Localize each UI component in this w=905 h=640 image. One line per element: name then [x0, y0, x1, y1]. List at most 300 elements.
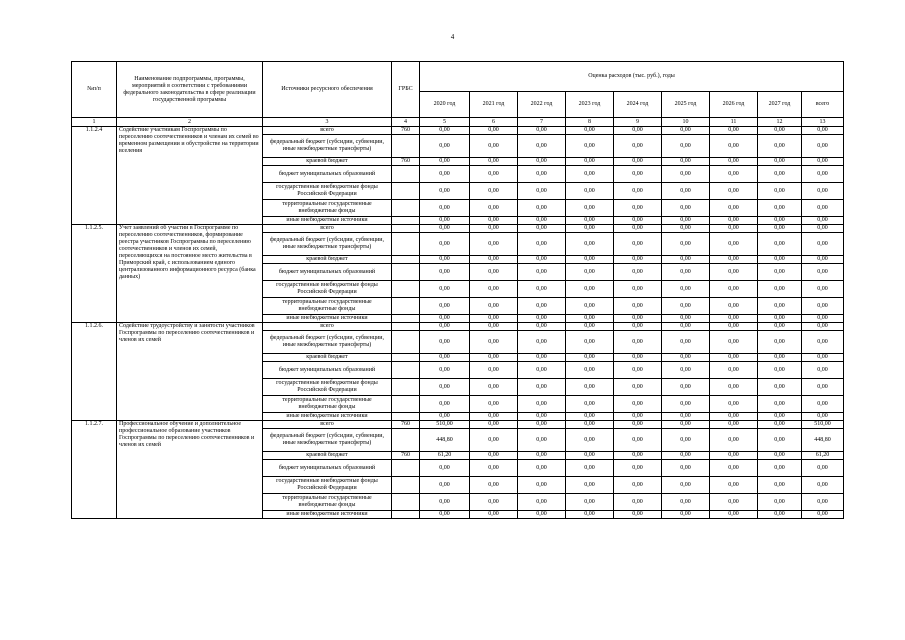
year-value: 0,00 [518, 135, 566, 158]
year-value: 510,00 [420, 421, 470, 429]
year-value: 0,00 [470, 315, 518, 323]
year-value: 0,00 [710, 429, 758, 452]
grbs-code [392, 183, 420, 200]
year-value: 0,00 [420, 233, 470, 256]
year-value: 0,00 [758, 379, 802, 396]
item-number: 1.1.2.5. [72, 225, 117, 323]
grbs-code [392, 256, 420, 264]
table-row [72, 127, 844, 135]
year-value: 0,00 [662, 477, 710, 494]
funding-source: краевой бюджет [263, 158, 392, 166]
total-value: 0,00 [802, 354, 844, 362]
year-value: 448,80 [420, 429, 470, 452]
year-value: 0,00 [566, 331, 614, 354]
year-value: 0,00 [470, 460, 518, 477]
item-number: 1.1.2.4 [72, 127, 117, 225]
year-value: 0,00 [420, 477, 470, 494]
year-value: 0,00 [614, 452, 662, 460]
year-value: 0,00 [566, 323, 614, 331]
year-value: 0,00 [662, 315, 710, 323]
year-value: 0,00 [420, 298, 470, 315]
grbs-code: 760 [392, 127, 420, 135]
year-value: 0,00 [420, 127, 470, 135]
column-number: 7 [518, 118, 566, 127]
year-value: 0,00 [662, 127, 710, 135]
year-value: 0,00 [662, 281, 710, 298]
year-value: 0,00 [566, 494, 614, 511]
year-value: 0,00 [518, 362, 566, 379]
year-value: 61,20 [420, 452, 470, 460]
year-value: 0,00 [710, 217, 758, 225]
year-value: 0,00 [758, 396, 802, 413]
year-value: 0,00 [470, 298, 518, 315]
year-value: 0,00 [518, 379, 566, 396]
year-value: 0,00 [614, 362, 662, 379]
grbs-code [392, 354, 420, 362]
year-value: 0,00 [518, 233, 566, 256]
total-value: 0,00 [802, 511, 844, 519]
year-value: 0,00 [518, 281, 566, 298]
year-value: 0,00 [566, 225, 614, 233]
header-year: 2024 год [614, 92, 662, 118]
year-value: 0,00 [420, 158, 470, 166]
year-value: 0,00 [710, 452, 758, 460]
year-value: 0,00 [614, 256, 662, 264]
year-value: 0,00 [518, 354, 566, 362]
year-value: 0,00 [566, 256, 614, 264]
year-value: 0,00 [758, 233, 802, 256]
year-value: 0,00 [614, 354, 662, 362]
year-value: 0,00 [420, 362, 470, 379]
total-value: 0,00 [802, 200, 844, 217]
year-value: 0,00 [420, 315, 470, 323]
year-value: 0,00 [662, 225, 710, 233]
total-value: 448,80 [802, 429, 844, 452]
year-value: 0,00 [662, 354, 710, 362]
year-value: 0,00 [470, 281, 518, 298]
grbs-code [392, 315, 420, 323]
year-value: 0,00 [758, 127, 802, 135]
table-row [72, 323, 844, 331]
year-value: 0,00 [420, 256, 470, 264]
year-value: 0,00 [710, 494, 758, 511]
year-value: 0,00 [758, 315, 802, 323]
funding-source: всего [263, 127, 392, 135]
year-value: 0,00 [710, 281, 758, 298]
year-value: 0,00 [566, 127, 614, 135]
header-year: всего [802, 92, 844, 118]
year-value: 0,00 [710, 166, 758, 183]
year-value: 0,00 [566, 183, 614, 200]
grbs-code: 760 [392, 158, 420, 166]
grbs-code [392, 379, 420, 396]
funding-source: территориальные государственные внебюджетные фонды [263, 396, 392, 413]
year-value: 0,00 [518, 127, 566, 135]
year-value: 0,00 [566, 281, 614, 298]
grbs-code [392, 200, 420, 217]
year-value: 0,00 [662, 331, 710, 354]
year-value: 0,00 [758, 429, 802, 452]
year-value: 0,00 [566, 477, 614, 494]
year-value: 0,00 [614, 421, 662, 429]
year-value: 0,00 [566, 200, 614, 217]
total-value: 0,00 [802, 225, 844, 233]
item-name: Учет заявлений об участии в Госпрограмме по переселению соотечественников, формирование реестра участников Госпрограммы по переселению соотечественников и членов их семей, переселяющихся на постоянное место жительства в Приморский край, с использованием единого централизованного информационного ресурса (банка данных) [117, 225, 263, 323]
header-year: 2023 год [566, 92, 614, 118]
year-value: 0,00 [518, 264, 566, 281]
year-value: 0,00 [566, 379, 614, 396]
year-value: 0,00 [470, 127, 518, 135]
year-value: 0,00 [518, 298, 566, 315]
column-number: 10 [662, 118, 710, 127]
header-name: Наименование подпрограммы, программы, мероприятий в соответствии с требованиями федерального законодательства в сфере реализации государственной программы [117, 62, 263, 118]
funding-source: всего [263, 225, 392, 233]
year-value: 0,00 [614, 166, 662, 183]
grbs-code [392, 323, 420, 331]
grbs-code [392, 225, 420, 233]
year-value: 0,00 [470, 429, 518, 452]
year-value: 0,00 [566, 315, 614, 323]
funding-source: иные внебюджетные источники [263, 511, 392, 519]
year-value: 0,00 [662, 200, 710, 217]
year-value: 0,00 [566, 158, 614, 166]
grbs-code [392, 298, 420, 315]
year-value: 0,00 [710, 158, 758, 166]
grbs-code [392, 413, 420, 421]
year-value: 0,00 [662, 135, 710, 158]
funding-source: всего [263, 421, 392, 429]
year-value: 0,00 [710, 379, 758, 396]
year-value: 0,00 [566, 452, 614, 460]
year-value: 0,00 [566, 217, 614, 225]
year-value: 0,00 [662, 429, 710, 452]
year-value: 0,00 [470, 233, 518, 256]
total-value: 0,00 [802, 264, 844, 281]
year-value: 0,00 [662, 396, 710, 413]
funding-source: бюджет муниципальных образований [263, 362, 392, 379]
grbs-code [392, 264, 420, 281]
funding-source: государственные внебюджетные фонды Российской Федерации [263, 477, 392, 494]
funding-source: всего [263, 323, 392, 331]
total-value: 0,00 [802, 379, 844, 396]
column-number: 13 [802, 118, 844, 127]
grbs-code [392, 429, 420, 452]
year-value: 0,00 [470, 217, 518, 225]
year-value: 0,00 [518, 477, 566, 494]
year-value: 0,00 [420, 494, 470, 511]
year-value: 0,00 [662, 511, 710, 519]
funding-source: государственные внебюджетные фонды Российской Федерации [263, 379, 392, 396]
year-value: 0,00 [420, 396, 470, 413]
year-value: 0,00 [518, 217, 566, 225]
year-value: 0,00 [758, 494, 802, 511]
header-source: Источники ресурсного обеспечения [263, 62, 392, 118]
year-value: 0,00 [614, 217, 662, 225]
year-value: 0,00 [758, 413, 802, 421]
year-value: 0,00 [710, 477, 758, 494]
year-value: 0,00 [518, 166, 566, 183]
total-value: 0,00 [802, 477, 844, 494]
year-value: 0,00 [710, 264, 758, 281]
year-value: 0,00 [614, 135, 662, 158]
total-value: 0,00 [802, 315, 844, 323]
grbs-code [392, 331, 420, 354]
grbs-code [392, 281, 420, 298]
header-year: 2027 год [758, 92, 802, 118]
year-value: 0,00 [518, 315, 566, 323]
year-value: 0,00 [662, 217, 710, 225]
year-value: 0,00 [710, 225, 758, 233]
year-value: 0,00 [758, 256, 802, 264]
year-value: 0,00 [420, 331, 470, 354]
column-number: 4 [392, 118, 420, 127]
year-value: 0,00 [758, 217, 802, 225]
year-value: 0,00 [662, 158, 710, 166]
total-value: 0,00 [802, 460, 844, 477]
table-row [72, 225, 844, 233]
total-value: 0,00 [802, 323, 844, 331]
grbs-code [392, 362, 420, 379]
year-value: 0,00 [758, 158, 802, 166]
funding-source: краевой бюджет [263, 452, 392, 460]
year-value: 0,00 [566, 298, 614, 315]
total-value: 61,20 [802, 452, 844, 460]
year-value: 0,00 [470, 413, 518, 421]
item-name: Профессиональное обучение и дополнительное профессиональное образование участников Госпрограммы по переселению соотечественников и членов их семей [117, 421, 263, 519]
year-value: 0,00 [758, 166, 802, 183]
year-value: 0,00 [566, 354, 614, 362]
year-value: 0,00 [614, 323, 662, 331]
total-value: 510,00 [802, 421, 844, 429]
header-no: №п/п [72, 62, 117, 118]
column-number: 6 [470, 118, 518, 127]
year-value: 0,00 [420, 135, 470, 158]
total-value: 0,00 [802, 256, 844, 264]
funding-source: иные внебюджетные источники [263, 217, 392, 225]
year-value: 0,00 [614, 315, 662, 323]
total-value: 0,00 [802, 413, 844, 421]
year-value: 0,00 [662, 421, 710, 429]
year-value: 0,00 [662, 233, 710, 256]
year-value: 0,00 [470, 396, 518, 413]
item-number: 1.1.2.7. [72, 421, 117, 519]
year-value: 0,00 [518, 331, 566, 354]
year-value: 0,00 [518, 200, 566, 217]
column-number: 1 [72, 118, 117, 127]
grbs-code [392, 135, 420, 158]
column-number: 11 [710, 118, 758, 127]
year-value: 0,00 [614, 183, 662, 200]
table-row [72, 421, 844, 429]
header-estimate: Оценка расходов (тыс. руб.), годы [420, 62, 844, 92]
grbs-code [392, 477, 420, 494]
year-value: 0,00 [518, 429, 566, 452]
funding-source: краевой бюджет [263, 354, 392, 362]
column-number: 9 [614, 118, 662, 127]
year-value: 0,00 [470, 354, 518, 362]
year-value: 0,00 [420, 379, 470, 396]
total-value: 0,00 [802, 183, 844, 200]
year-value: 0,00 [614, 264, 662, 281]
funding-source: федеральный бюджет (субсидии, субвенции, иные межбюджетные трансферты) [263, 135, 392, 158]
funding-source: территориальные государственные внебюджетные фонды [263, 200, 392, 217]
year-value: 0,00 [470, 362, 518, 379]
header-year: 2020 год [420, 92, 470, 118]
year-value: 0,00 [566, 413, 614, 421]
year-value: 0,00 [566, 396, 614, 413]
year-value: 0,00 [758, 200, 802, 217]
year-value: 0,00 [758, 135, 802, 158]
year-value: 0,00 [614, 127, 662, 135]
year-value: 0,00 [710, 298, 758, 315]
year-value: 0,00 [518, 183, 566, 200]
funding-source: краевой бюджет [263, 256, 392, 264]
year-value: 0,00 [470, 166, 518, 183]
year-value: 0,00 [710, 396, 758, 413]
year-value: 0,00 [758, 452, 802, 460]
year-value: 0,00 [662, 460, 710, 477]
year-value: 0,00 [662, 256, 710, 264]
year-value: 0,00 [614, 281, 662, 298]
grbs-code [392, 511, 420, 519]
grbs-code: 760 [392, 452, 420, 460]
year-value: 0,00 [470, 135, 518, 158]
grbs-code [392, 494, 420, 511]
year-value: 0,00 [710, 135, 758, 158]
total-value: 0,00 [802, 362, 844, 379]
year-value: 0,00 [518, 421, 566, 429]
year-value: 0,00 [758, 354, 802, 362]
year-value: 0,00 [662, 494, 710, 511]
funding-source: иные внебюджетные источники [263, 413, 392, 421]
grbs-code [392, 166, 420, 183]
grbs-code [392, 460, 420, 477]
year-value: 0,00 [614, 331, 662, 354]
year-value: 0,00 [710, 256, 758, 264]
year-value: 0,00 [518, 511, 566, 519]
year-value: 0,00 [710, 511, 758, 519]
year-value: 0,00 [614, 233, 662, 256]
year-value: 0,00 [710, 323, 758, 331]
year-value: 0,00 [758, 331, 802, 354]
year-value: 0,00 [758, 362, 802, 379]
column-number: 12 [758, 118, 802, 127]
year-value: 0,00 [470, 511, 518, 519]
year-value: 0,00 [614, 494, 662, 511]
year-value: 0,00 [420, 264, 470, 281]
year-value: 0,00 [614, 429, 662, 452]
year-value: 0,00 [662, 183, 710, 200]
year-value: 0,00 [420, 354, 470, 362]
year-value: 0,00 [758, 225, 802, 233]
total-value: 0,00 [802, 127, 844, 135]
year-value: 0,00 [758, 183, 802, 200]
header-year: 2022 год [518, 92, 566, 118]
item-number: 1.1.2.6. [72, 323, 117, 421]
year-value: 0,00 [614, 379, 662, 396]
item-name: Содействие участникам Госпрограммы по переселению соотечественников и членам их семей во временном размещении и обустройстве на территории вселения [117, 127, 263, 225]
funding-source: федеральный бюджет (субсидии, субвенции, иные межбюджетные трансферты) [263, 331, 392, 354]
year-value: 0,00 [758, 511, 802, 519]
total-value: 0,00 [802, 166, 844, 183]
year-value: 0,00 [518, 158, 566, 166]
year-value: 0,00 [518, 256, 566, 264]
year-value: 0,00 [566, 233, 614, 256]
year-value: 0,00 [420, 460, 470, 477]
funding-source: государственные внебюджетные фонды Российской Федерации [263, 183, 392, 200]
year-value: 0,00 [518, 225, 566, 233]
year-value: 0,00 [758, 298, 802, 315]
year-value: 0,00 [614, 511, 662, 519]
year-value: 0,00 [710, 460, 758, 477]
column-number: 3 [263, 118, 392, 127]
year-value: 0,00 [662, 298, 710, 315]
total-value: 0,00 [802, 233, 844, 256]
year-value: 0,00 [566, 511, 614, 519]
year-value: 0,00 [420, 217, 470, 225]
column-number: 5 [420, 118, 470, 127]
year-value: 0,00 [470, 264, 518, 281]
year-value: 0,00 [518, 494, 566, 511]
total-value: 0,00 [802, 281, 844, 298]
funding-source: территориальные государственные внебюджетные фонды [263, 494, 392, 511]
funding-source: территориальные государственные внебюджетные фонды [263, 298, 392, 315]
funding-source: бюджет муниципальных образований [263, 166, 392, 183]
total-value: 0,00 [802, 396, 844, 413]
year-value: 0,00 [614, 200, 662, 217]
item-name: Содействие трудоустройству и занятости участников Госпрограммы по переселению соотечественников и членов их семей [117, 323, 263, 421]
year-value: 0,00 [710, 200, 758, 217]
grbs-code [392, 233, 420, 256]
year-value: 0,00 [420, 225, 470, 233]
year-value: 0,00 [518, 460, 566, 477]
total-value: 0,00 [802, 158, 844, 166]
year-value: 0,00 [614, 477, 662, 494]
year-value: 0,00 [518, 452, 566, 460]
year-value: 0,00 [470, 158, 518, 166]
year-value: 0,00 [470, 331, 518, 354]
year-value: 0,00 [420, 281, 470, 298]
grbs-code: 760 [392, 421, 420, 429]
year-value: 0,00 [566, 460, 614, 477]
year-value: 0,00 [710, 362, 758, 379]
year-value: 0,00 [420, 183, 470, 200]
year-value: 0,00 [758, 281, 802, 298]
header-year: 2026 год [710, 92, 758, 118]
header-grbs: ГРБС [392, 62, 420, 118]
year-value: 0,00 [470, 200, 518, 217]
grbs-code [392, 396, 420, 413]
year-value: 0,00 [566, 264, 614, 281]
year-value: 0,00 [420, 323, 470, 331]
year-value: 0,00 [614, 413, 662, 421]
total-value: 0,00 [802, 135, 844, 158]
year-value: 0,00 [662, 323, 710, 331]
year-value: 0,00 [470, 494, 518, 511]
total-value: 0,00 [802, 298, 844, 315]
year-value: 0,00 [662, 452, 710, 460]
year-value: 0,00 [710, 421, 758, 429]
year-value: 0,00 [614, 298, 662, 315]
year-value: 0,00 [470, 477, 518, 494]
year-value: 0,00 [566, 429, 614, 452]
year-value: 0,00 [758, 460, 802, 477]
year-value: 0,00 [710, 127, 758, 135]
funding-source: государственные внебюджетные фонды Российской Федерации [263, 281, 392, 298]
year-value: 0,00 [566, 421, 614, 429]
year-value: 0,00 [470, 379, 518, 396]
year-value: 0,00 [710, 413, 758, 421]
